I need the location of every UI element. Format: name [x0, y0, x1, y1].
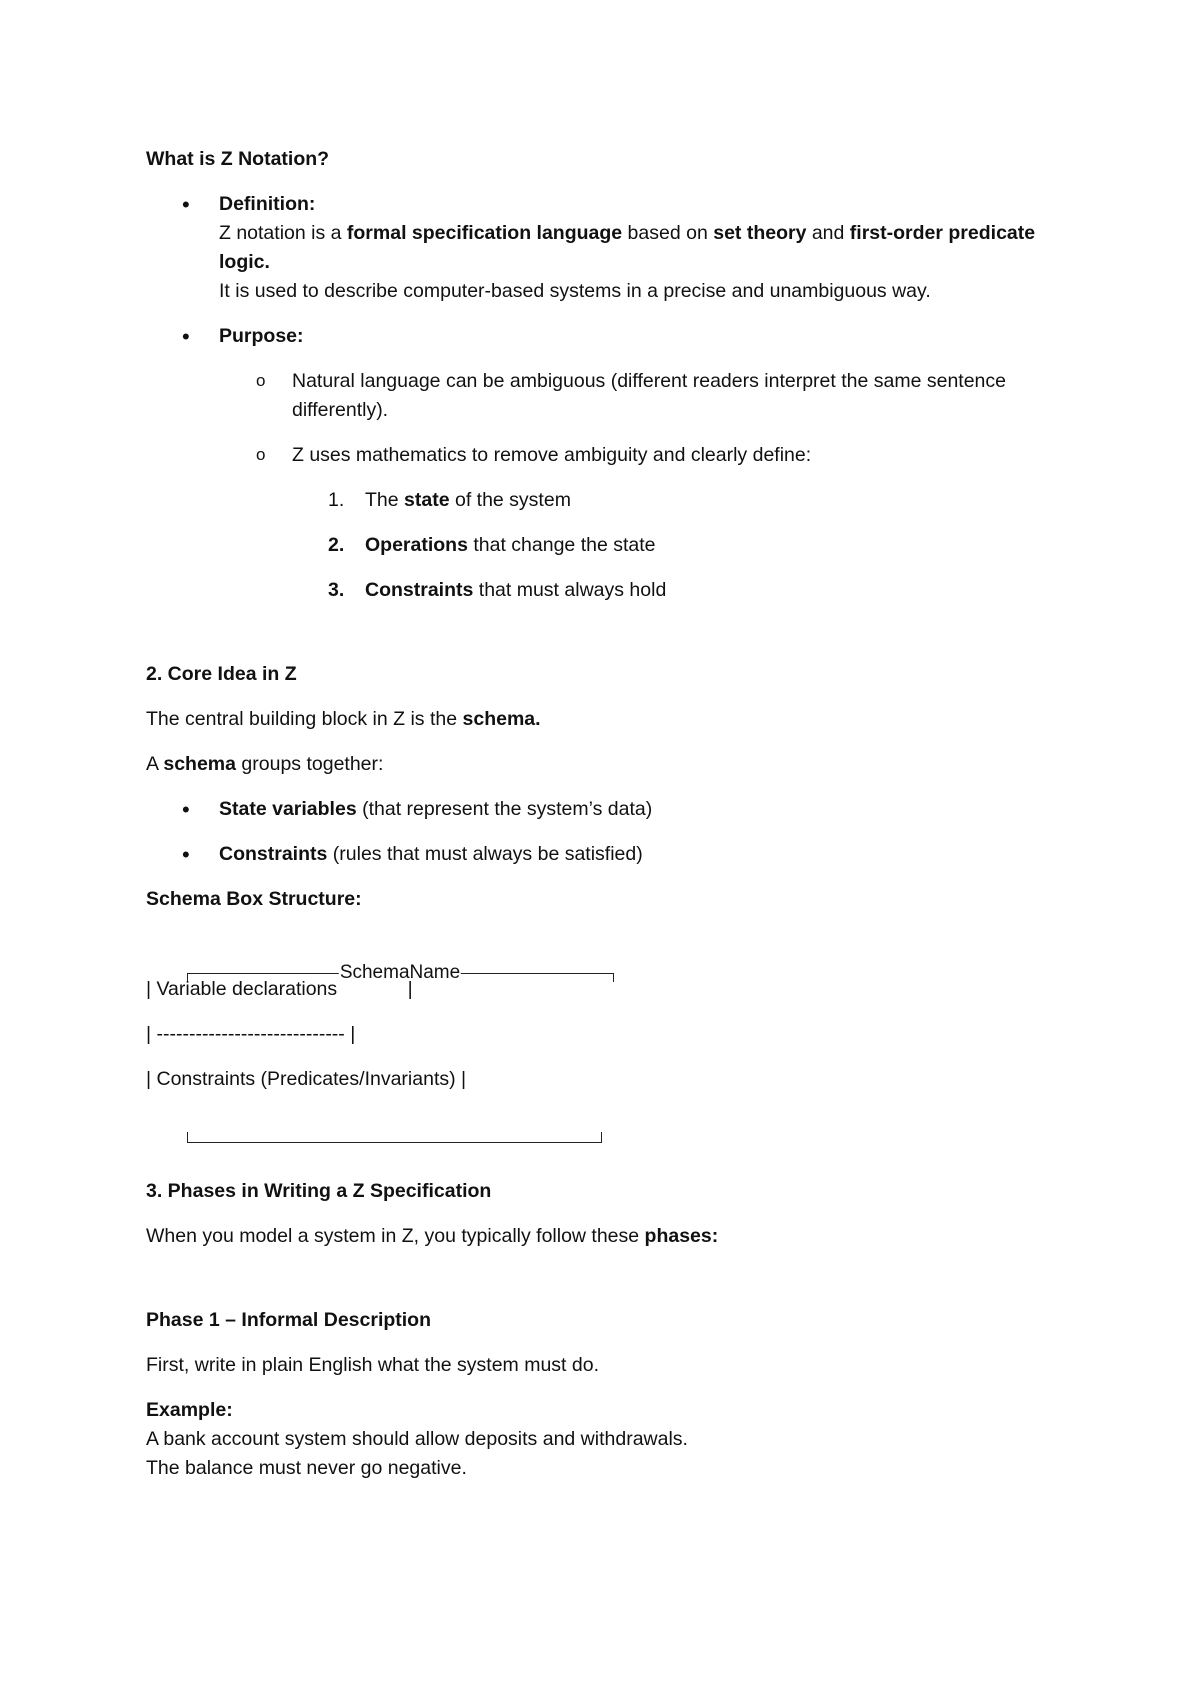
definition-item: • Definition: Z notation is a formal specification language based on set theory and first-order predicate logic. It is used to describe computer-based systems in a precise and unambiguous way.	[146, 190, 1080, 306]
paragraph: When you model a system in Z, you typically follow these phases:	[146, 1225, 719, 1247]
example-block: Example: A bank account system should allow deposits and withdrawals. The balance must never go negative.	[146, 1399, 688, 1479]
schema-line: | Variable declarations |	[146, 978, 413, 1000]
defines-list	[146, 531, 1080, 560]
definition-text-2: It is used to describe computer-based systems in a precise and unambiguous way.	[219, 280, 931, 302]
schema-line: | ----------------------------- |	[146, 1023, 356, 1045]
definition-text: Z notation is a	[219, 222, 347, 244]
paragraph: First, write in plain English what the system must do.	[146, 1354, 600, 1376]
example-label: Example:	[146, 1399, 233, 1421]
section-3-title: 3. Phases in Writing a Z Specification	[146, 1180, 492, 1202]
list-item: • Constraints (rules that must always be satisfied)	[146, 840, 1080, 869]
definition-term: first-order predicate logic.	[219, 222, 1036, 273]
definition-label: Definition:	[219, 193, 316, 215]
schema-box	[146, 930, 1080, 1122]
list-item: • State variables (that represent the system’s data)	[146, 795, 1080, 824]
schema-name: SchemaName	[339, 958, 461, 987]
defines-list	[146, 576, 1080, 605]
purpose-sub-item: o Z uses mathematics to remove ambiguity and clearly define:	[146, 441, 1080, 470]
purpose-sublist	[146, 367, 1080, 425]
schema-box-label: Schema Box Structure:	[146, 888, 362, 910]
definition-term: set theory	[713, 222, 807, 244]
schema-groups-list	[146, 795, 1080, 824]
list-item: 1. The state of the system	[328, 489, 571, 511]
definition-term: formal specification language	[346, 222, 623, 244]
schema-box-bottom	[187, 1129, 602, 1143]
purpose-sublist-2	[146, 441, 1080, 470]
phase-1-title: Phase 1 – Informal Description	[146, 1309, 432, 1331]
purpose-label: Purpose:	[219, 325, 304, 347]
definition-list	[146, 190, 1080, 306]
schema-groups-list	[146, 840, 1080, 869]
section-2-title: 2. Core Idea in Z	[146, 663, 297, 685]
list-item: 2. Operations that change the state	[328, 534, 656, 556]
list-item: 3. Constraints that must always hold	[328, 579, 667, 601]
paragraph: A schema groups together:	[146, 753, 384, 775]
schema-line: | Constraints (Predicates/Invariants) |	[146, 1068, 467, 1090]
section-1-title: What is Z Notation?	[146, 148, 330, 170]
purpose-list	[146, 322, 1080, 351]
defines-list	[146, 486, 1080, 515]
purpose-item	[146, 322, 1080, 351]
purpose-sub-item: o Natural language can be ambiguous (different readers interpret the same sentence differently).	[146, 367, 1080, 425]
paragraph: The central building block in Z is the schema.	[146, 708, 541, 730]
